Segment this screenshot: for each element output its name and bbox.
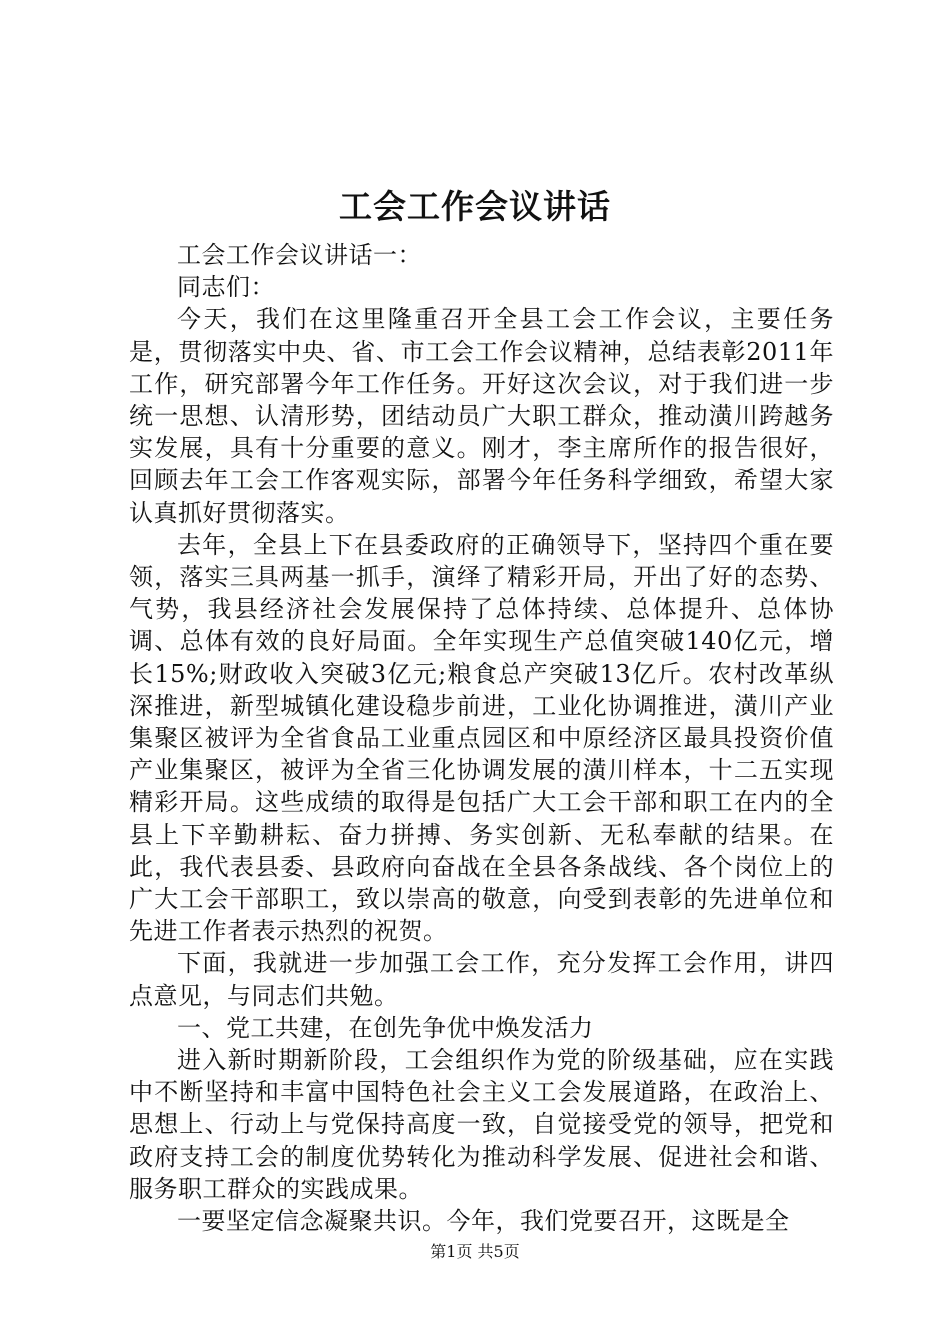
subsection-heading: 一、党工共建，在创先争优中焕发活力 bbox=[177, 1013, 594, 1042]
document-title: 工会工作会议讲话 bbox=[339, 187, 611, 226]
paragraph-intro: 今天，我们在这里隆重召开全县工会工作会议，主要任务是，贯彻落实中央、省、市工会工作会议精神，总结表彰2011年工作，研究部署今年工作任务。开好这次会议，对于我们进一步统一思想、认清形势，团结动员广大职工群众，推动潢川跨越务实发展，具有十分重要的意义。刚才，李主席所作的报告很好，回顾去年工会工作客观实际，部署今年任务科学细致，希望大家认真抓好贯彻落实。 bbox=[129, 305, 834, 527]
salutation: 同志们： bbox=[177, 273, 275, 302]
page-footer: 第1页 共5页 bbox=[430, 1242, 520, 1261]
paragraph-transition: 下面，我就进一步加强工会工作，充分发挥工会作用，讲四点意见，与同志们共勉。 bbox=[129, 949, 834, 1010]
section-heading: 工会工作会议讲话一： bbox=[177, 241, 422, 269]
paragraph-review: 去年，全县上下在县委政府的正确领导下，坚持四个重在要领，落实三具两基一抓手，演绎了精彩开局，开出了好的态势、气势，我县经济社会发展保持了总体持续、总体提升、总体协调、总体有效的良好局面。全年实现生产总值突破140亿元，增长15%;财政收入突破3亿元;粮食总产突破13亿斤。农村改革纵深推进，新型城镇化建设稳步前进，工业化协调推进，潢川产业集聚区被评为全省食品工业重点园区和中原经济区最具投资价值产业集聚区，被评为全省三化协调发展的潢川样本，十二五实现精彩开局。这些成绩的取得是包括广大工会干部和职工在内的全县上下辛勤耕耘、奋力拼搏、务实创新、无私奉献的结果。在此，我代表县委、县政府向奋战在全县各条战线、各个岗位上的广大工会干部职工，致以崇高的敬意，向受到表彰的先进单位和先进工作者表示热烈的祝贺。 bbox=[129, 530, 834, 946]
paragraph-first-point: 一要坚定信念凝聚共识。今年，我们党要召开，这既是全 bbox=[177, 1207, 790, 1236]
paragraph-party-union: 进入新时期新阶段，工会组织作为党的阶级基础，应在实践中不断坚持和丰富中国特色社会主义工会发展道路，在政治上、思想上、行动上与党保持高度一致，自觉接受党的领导，把党和政府支持工会的制度优势转化为推动科学发展、促进社会和谐、服务职工群众的实践成果。 bbox=[129, 1046, 834, 1203]
document-body bbox=[129, 239, 834, 1237]
